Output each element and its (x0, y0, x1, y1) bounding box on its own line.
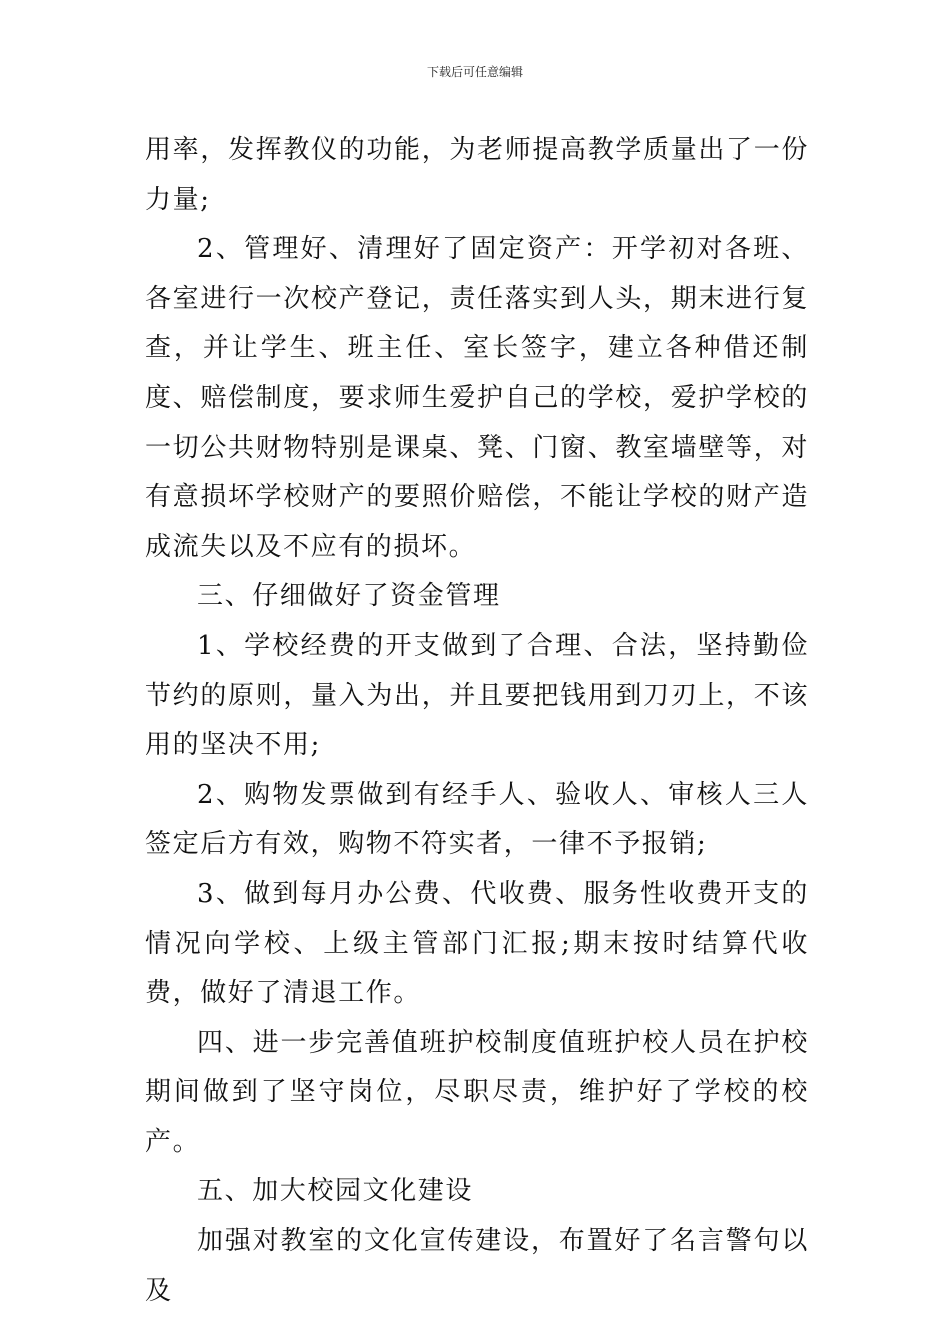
page-header: 下载后可任意编辑 (426, 65, 523, 79)
paragraph-4: 1、学校经费的开支做到了合理、合法，坚持勤俭节约的原则，量入为出，并且要把钱用到刀刃上，不该用的坚决不用; (145, 630, 809, 761)
document-body (145, 126, 809, 1316)
section-heading-3: 三、仔细做好了资金管理 (197, 581, 501, 612)
paragraph-9: 加强对教室的文化宣传建设，布置好了名言警句以及 (145, 1226, 809, 1306)
paragraph-5: 2、购物发票做到有经手人、验收人、审核人三人签定后方有效，购物不符实者，一律不予报销; (145, 779, 809, 860)
section-heading-4: 四、进一步完善值班护校制度值班护校人员在护校期间做到了坚守岗位，尽职尽责，维护好了学校的校产。 (145, 1027, 809, 1157)
paragraph-1: 用率，发挥教仪的功能，为老师提高教学质量出了一份力量; (145, 135, 809, 215)
paragraph-6: 3、做到每月办公费、代收费、服务性收费开支的情况向学校、上级主管部门汇报;期末按时结算代收费，做好了清退工作。 (145, 878, 809, 1009)
paragraph-2: 2、管理好、清理好了固定资产：开学初对各班、各室进行一次校产登记，责任落实到人头，期末进行复查，并让学生、班主任、室长签字，建立各种借还制度、赔偿制度，要求师生爱护自己的学校，爱护学校的一切公共财物特别是课桌、凳、门窗、教室墙壁等，对有意损坏学校财产的要照价赔偿，不能让学校的财产造成流失以及不应有的损坏。 (145, 234, 809, 562)
section-heading-5: 五、加大校园文化建设 (197, 1176, 474, 1207)
